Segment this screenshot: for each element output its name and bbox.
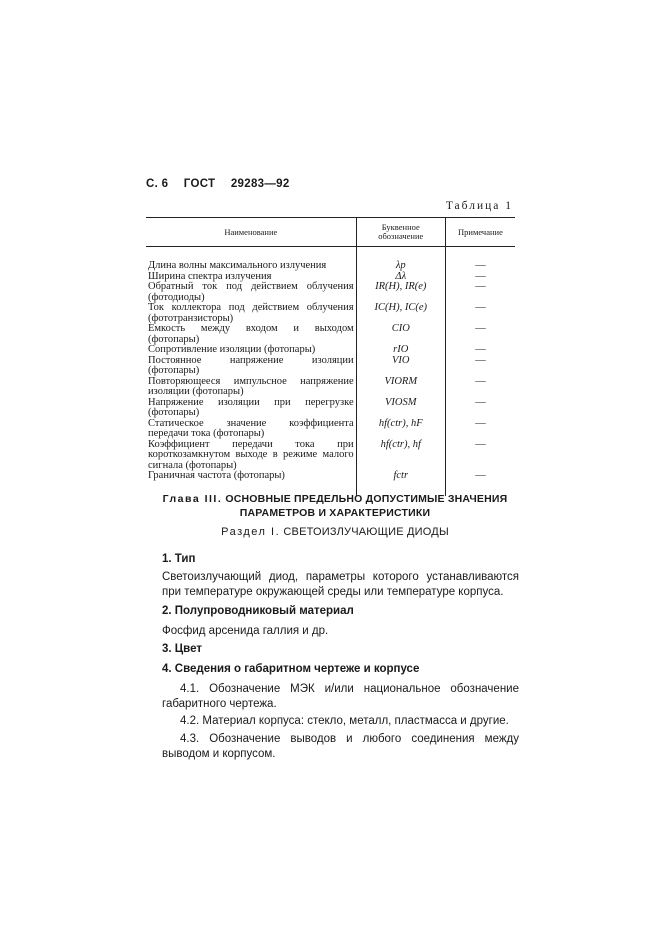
symbol-text: hf(ctr), hf — [380, 438, 421, 450]
table-row — [146, 324, 515, 345]
row-note: — — [475, 354, 486, 366]
symbol-text: IC(H), IC(e) — [374, 302, 427, 313]
paragraph-4-3: 4.3. Обозначение выводов и любого соединения между выводом и корпусом. — [162, 733, 519, 760]
table-body — [146, 247, 515, 496]
symbol-text: IR(H), IR(e) — [375, 281, 427, 292]
row-name: Ток коллектора под действием облучения (фототранзисторы) — [148, 302, 354, 324]
row-note: — — [475, 375, 486, 387]
heading-package: 4. Сведения о габаритном чертеже и корпусе — [162, 663, 420, 675]
row-name: Длина волны максимального излучения — [148, 260, 327, 271]
row-name: Обратный ток под действием облучения (фотодиоды) — [148, 281, 354, 303]
row-note: — — [475, 323, 486, 334]
heading-type: 1. Тип — [162, 553, 196, 565]
paragraph-4-2: 4.2. Материал корпуса: стекло, металл, пластмасса и другие. — [180, 715, 509, 727]
parameters-table — [146, 217, 515, 496]
row-symbol — [356, 356, 445, 377]
row-note: — — [475, 396, 486, 408]
row-name: Сопротивление изоляции (фотопары) — [148, 344, 316, 355]
paragraph-4-1: 4.1. Обозначение МЭК и/или национальное обозначение габаритного чертежа. — [162, 683, 519, 710]
standard-number: 29283—92 — [230, 178, 290, 190]
symbol-text: λp — [395, 260, 406, 271]
table-caption: Таблица 1 — [445, 200, 513, 212]
row-symbol — [356, 303, 445, 324]
paragraph-type: Светоизлучающий диод, параметры которого устанавливаются при температуре окружающей среды или температуре корпуса. — [162, 571, 519, 598]
paragraph-material: Фосфид арсенида галлия и др. — [162, 625, 329, 637]
row-name: Ширина спектра излучения — [148, 270, 272, 282]
row-note: — — [475, 470, 486, 481]
column-header-symbol: Буквенное обозначение — [356, 218, 445, 247]
row-note: — — [475, 438, 486, 450]
row-symbol — [356, 377, 445, 398]
row-name: Постоянное напряжение изоляции (фотопары) — [148, 354, 354, 376]
heading-color: 3. Цвет — [162, 643, 202, 655]
symbol-text: VIO — [392, 354, 410, 366]
table-row — [146, 440, 515, 472]
column-header-name: Наименование — [146, 218, 356, 247]
chapter-title: ОСНОВНЫЕ ПРЕДЕЛЬНО ДОПУСТИМЫЕ ЗНАЧЕНИЯ ПАРАМЕТРОВ И ХАРАКТЕРИСТИКИ — [225, 493, 508, 519]
symbol-text: fctr — [393, 470, 409, 481]
row-symbol — [356, 282, 445, 303]
table-spacer-row — [146, 247, 515, 262]
heading-material: 2. Полупроводниковый материал — [162, 605, 354, 617]
row-note: — — [475, 302, 486, 313]
chapter-lead: Глава III. — [162, 493, 223, 505]
section-heading — [150, 526, 520, 538]
table-header-row — [146, 218, 515, 247]
table-row — [146, 282, 515, 303]
chapter-heading — [150, 492, 520, 520]
symbol-text: CIO — [391, 323, 410, 334]
table-row — [146, 356, 515, 377]
page-header — [146, 178, 302, 190]
symbol-text: Δλ — [395, 270, 407, 282]
section-title: СВЕТОИЗЛУЧАЮЩИЕ ДИОДЫ — [283, 526, 449, 538]
row-note: — — [475, 260, 486, 271]
row-note: — — [475, 417, 486, 429]
row-symbol — [356, 324, 445, 345]
row-name: Напряжение изоляции при перегрузке (фотопары) — [148, 396, 354, 418]
section-lead: Раздел I. — [221, 526, 281, 538]
table-row — [146, 345, 515, 356]
row-name: Повторяющееся импульсное напряжение изоляции (фотопары) — [148, 375, 354, 397]
symbol-text: VIOSM — [385, 396, 417, 408]
symbol-text: VIORM — [384, 375, 418, 387]
symbol-text: hf(ctr), hF — [378, 417, 423, 429]
table-row — [146, 303, 515, 324]
symbol-text: rIO — [393, 344, 409, 355]
table-row — [146, 261, 515, 272]
row-note: — — [475, 281, 486, 292]
row-name: Статическое значение коэффициента передачи тока (фотопары) — [148, 417, 354, 439]
column-header-note: Примечание — [445, 218, 515, 247]
table-row — [146, 419, 515, 440]
table-row — [146, 377, 515, 398]
page-number: С. 6 — [146, 178, 169, 190]
row-name: Емкость между входом и выходом (фотопары) — [148, 323, 354, 345]
row-symbol — [356, 419, 445, 440]
standard-label: ГОСТ — [183, 178, 216, 190]
row-symbol — [356, 440, 445, 472]
row-symbol — [356, 398, 445, 419]
row-name: Коэффициент передачи тока при короткозамкнутом выходе в режиме малого сигнала (фотопары) — [148, 438, 354, 471]
row-name: Граничная частота (фотопары) — [148, 470, 285, 481]
row-note: — — [475, 344, 486, 355]
table-row — [146, 398, 515, 419]
row-note: — — [475, 270, 486, 282]
